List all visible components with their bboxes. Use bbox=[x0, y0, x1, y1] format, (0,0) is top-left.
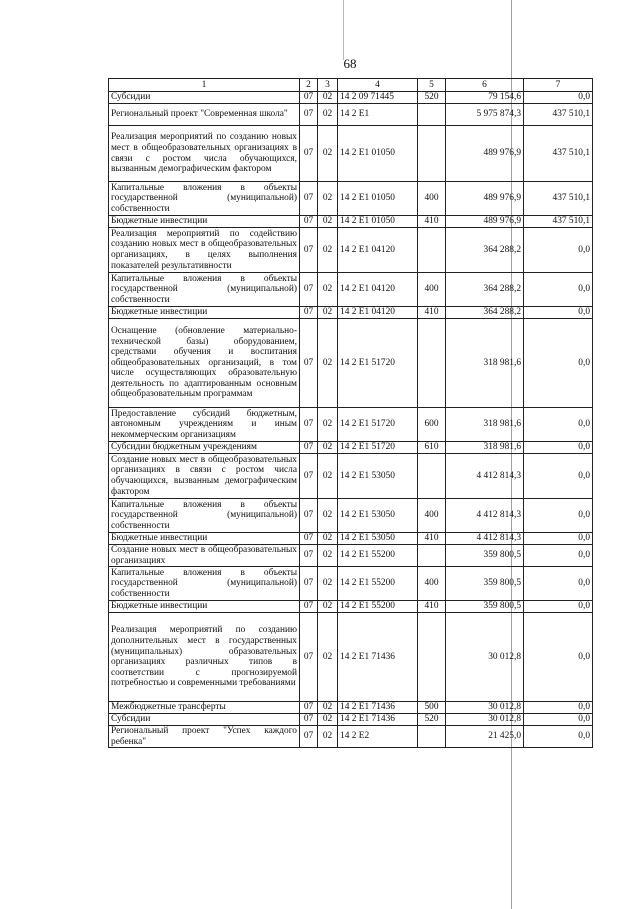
row-amount-col6-cell: 4 412 814,3 bbox=[446, 499, 524, 533]
row-subsection-cell: 02 bbox=[318, 601, 338, 613]
row-subsection-cell: 02 bbox=[318, 499, 338, 533]
row-section-cell: 07 bbox=[300, 228, 318, 273]
row-name-cell: Реализация мероприятий по созданию дополнительных мест в государственных (муниципальных) образовательных организациях различных типов в соответствии с прогнозируемой потребностью и современными требованиями bbox=[109, 613, 300, 702]
row-amount-col6-cell: 79 154,6 bbox=[446, 92, 524, 104]
row-name-cell: Субсидии бюджетным учреждениям bbox=[109, 442, 300, 454]
table-row bbox=[109, 92, 593, 104]
row-target-code-cell: 14 2 E1 51720 bbox=[338, 319, 418, 408]
row-section-cell: 07 bbox=[300, 319, 318, 408]
row-expense-type-cell: 610 bbox=[418, 442, 446, 454]
row-amount-col7-cell: 0,0 bbox=[524, 567, 593, 601]
row-section-cell: 07 bbox=[300, 714, 318, 726]
row-amount-col6-cell: 30 012,8 bbox=[446, 714, 524, 726]
scan-fold-line-top bbox=[343, 0, 344, 60]
row-amount-col7-cell: 0,0 bbox=[524, 92, 593, 104]
row-section-cell: 07 bbox=[300, 126, 318, 182]
row-amount-col6-cell: 4 412 814,3 bbox=[446, 454, 524, 499]
row-name-cell: Межбюджетные трансферты bbox=[109, 702, 300, 714]
row-section-cell: 07 bbox=[300, 545, 318, 567]
row-subsection-cell: 02 bbox=[318, 545, 338, 567]
row-name-cell: Региональный проект "Успех каждого ребенка" bbox=[109, 726, 300, 748]
row-expense-type-cell: 600 bbox=[418, 408, 446, 442]
row-amount-col7-cell: 0,0 bbox=[524, 307, 593, 319]
row-name-cell: Капитальные вложения в объекты государственной (муниципальной) собственности bbox=[109, 273, 300, 307]
row-target-code-cell: 14 2 E1 01050 bbox=[338, 216, 418, 228]
row-target-code-cell: 14 2 E1 04120 bbox=[338, 273, 418, 307]
row-amount-col6-cell: 489 976,9 bbox=[446, 216, 524, 228]
row-section-cell: 07 bbox=[300, 273, 318, 307]
row-target-code-cell: 14 2 E1 71436 bbox=[338, 613, 418, 702]
row-target-code-cell: 14 2 E1 53050 bbox=[338, 499, 418, 533]
row-subsection-cell: 02 bbox=[318, 307, 338, 319]
row-expense-type-cell bbox=[418, 126, 446, 182]
row-subsection-cell: 02 bbox=[318, 567, 338, 601]
row-amount-col6-cell: 359 800,5 bbox=[446, 601, 524, 613]
row-target-code-cell: 14 2 E1 71436 bbox=[338, 702, 418, 714]
row-name-cell: Бюджетные инвестиции bbox=[109, 307, 300, 319]
row-expense-type-cell: 400 bbox=[418, 567, 446, 601]
row-target-code-cell: 14 2 E1 04120 bbox=[338, 228, 418, 273]
row-amount-col6-cell: 21 425,0 bbox=[446, 726, 524, 748]
row-subsection-cell: 02 bbox=[318, 533, 338, 545]
row-amount-col7-cell: 437 510,1 bbox=[524, 104, 593, 126]
row-section-cell: 07 bbox=[300, 408, 318, 442]
row-expense-type-cell: 400 bbox=[418, 499, 446, 533]
row-section-cell: 07 bbox=[300, 182, 318, 216]
row-name-cell: Бюджетные инвестиции bbox=[109, 601, 300, 613]
row-amount-col7-cell: 0,0 bbox=[524, 454, 593, 499]
row-name-cell: Предоставление субсидий бюджетным, автономным учреждениям и иным некоммерческим организациям bbox=[109, 408, 300, 442]
row-subsection-cell: 02 bbox=[318, 408, 338, 442]
row-amount-col6-cell: 489 976,9 bbox=[446, 182, 524, 216]
header-cell: 4 bbox=[338, 79, 418, 92]
row-section-cell: 07 bbox=[300, 92, 318, 104]
row-name-cell: Капитальные вложения в объекты государственной (муниципальной) собственности bbox=[109, 499, 300, 533]
table-row bbox=[109, 567, 593, 601]
table-row bbox=[109, 454, 593, 499]
table-row bbox=[109, 613, 593, 702]
row-expense-type-cell: 410 bbox=[418, 601, 446, 613]
row-name-cell: Реализация мероприятий по созданию новых мест в общеобразовательных организациях в связи с ростом числа обучающихся, вызванным демографическим фактором bbox=[109, 126, 300, 182]
row-expense-type-cell bbox=[418, 613, 446, 702]
row-amount-col7-cell: 0,0 bbox=[524, 499, 593, 533]
row-amount-col6-cell: 359 800,5 bbox=[446, 545, 524, 567]
row-amount-col6-cell: 5 975 874,3 bbox=[446, 104, 524, 126]
row-target-code-cell: 14 2 E1 55200 bbox=[338, 601, 418, 613]
row-section-cell: 07 bbox=[300, 702, 318, 714]
row-target-code-cell: 14 2 E1 55200 bbox=[338, 545, 418, 567]
row-name-cell: Бюджетные инвестиции bbox=[109, 533, 300, 545]
row-section-cell: 07 bbox=[300, 442, 318, 454]
table-row bbox=[109, 273, 593, 307]
row-amount-col7-cell: 0,0 bbox=[524, 319, 593, 408]
row-subsection-cell: 02 bbox=[318, 216, 338, 228]
row-amount-col6-cell: 4 412 814,3 bbox=[446, 533, 524, 545]
row-subsection-cell: 02 bbox=[318, 104, 338, 126]
row-name-cell: Капитальные вложения в объекты государственной (муниципальной) собственности bbox=[109, 567, 300, 601]
row-section-cell: 07 bbox=[300, 533, 318, 545]
table-row bbox=[109, 533, 593, 545]
row-section-cell: 07 bbox=[300, 216, 318, 228]
row-amount-col7-cell: 437 510,1 bbox=[524, 216, 593, 228]
row-amount-col7-cell: 0,0 bbox=[524, 442, 593, 454]
header-cell: 5 bbox=[418, 79, 446, 92]
row-name-cell: Субсидии bbox=[109, 714, 300, 726]
row-amount-col6-cell: 30 012,8 bbox=[446, 613, 524, 702]
table-row bbox=[109, 408, 593, 442]
row-section-cell: 07 bbox=[300, 726, 318, 748]
row-expense-type-cell: 520 bbox=[418, 714, 446, 726]
header-cell: 2 bbox=[300, 79, 318, 92]
row-section-cell: 07 bbox=[300, 454, 318, 499]
row-amount-col6-cell: 364 288,2 bbox=[446, 307, 524, 319]
table-row bbox=[109, 319, 593, 408]
header-cell: 6 bbox=[446, 79, 524, 92]
row-subsection-cell: 02 bbox=[318, 454, 338, 499]
row-amount-col6-cell: 30 012,8 bbox=[446, 702, 524, 714]
row-amount-col7-cell: 0,0 bbox=[524, 408, 593, 442]
row-subsection-cell: 02 bbox=[318, 319, 338, 408]
row-subsection-cell: 02 bbox=[318, 714, 338, 726]
row-amount-col7-cell: 0,0 bbox=[524, 726, 593, 748]
row-target-code-cell: 14 2 E1 04120 bbox=[338, 307, 418, 319]
row-amount-col7-cell: 0,0 bbox=[524, 613, 593, 702]
row-expense-type-cell: 500 bbox=[418, 702, 446, 714]
table-row bbox=[109, 126, 593, 182]
row-amount-col7-cell: 0,0 bbox=[524, 273, 593, 307]
row-section-cell: 07 bbox=[300, 499, 318, 533]
table-row bbox=[109, 307, 593, 319]
row-subsection-cell: 02 bbox=[318, 182, 338, 216]
row-expense-type-cell: 400 bbox=[418, 273, 446, 307]
row-section-cell: 07 bbox=[300, 567, 318, 601]
row-subsection-cell: 02 bbox=[318, 273, 338, 307]
row-target-code-cell: 14 2 E1 53050 bbox=[338, 533, 418, 545]
table-row bbox=[109, 714, 593, 726]
row-target-code-cell: 14 2 E1 55200 bbox=[338, 567, 418, 601]
row-name-cell: Создание новых мест в общеобразовательных организациях bbox=[109, 545, 300, 567]
row-amount-col6-cell: 318 981,6 bbox=[446, 442, 524, 454]
row-expense-type-cell: 520 bbox=[418, 92, 446, 104]
row-expense-type-cell bbox=[418, 104, 446, 126]
row-amount-col7-cell: 0,0 bbox=[524, 702, 593, 714]
header-cell: 1 bbox=[109, 79, 300, 92]
row-expense-type-cell bbox=[418, 726, 446, 748]
budget-table bbox=[108, 78, 593, 748]
row-subsection-cell: 02 bbox=[318, 126, 338, 182]
row-target-code-cell: 14 2 09 71445 bbox=[338, 92, 418, 104]
row-target-code-cell: 14 2 E1 51720 bbox=[338, 408, 418, 442]
row-amount-col6-cell: 489 976,9 bbox=[446, 126, 524, 182]
row-amount-col6-cell: 318 981,6 bbox=[446, 319, 524, 408]
row-amount-col7-cell: 0,0 bbox=[524, 714, 593, 726]
row-amount-col7-cell: 437 510,1 bbox=[524, 126, 593, 182]
page-number: 68 bbox=[343, 56, 357, 71]
row-name-cell: Региональный проект "Современная школа" bbox=[109, 104, 300, 126]
row-expense-type-cell: 410 bbox=[418, 216, 446, 228]
table-row bbox=[109, 104, 593, 126]
row-name-cell: Капитальные вложения в объекты государственной (муниципальной) собственности bbox=[109, 182, 300, 216]
row-expense-type-cell bbox=[418, 545, 446, 567]
header-cell: 7 bbox=[524, 79, 593, 92]
row-amount-col6-cell: 364 288,2 bbox=[446, 228, 524, 273]
row-section-cell: 07 bbox=[300, 601, 318, 613]
table-row bbox=[109, 702, 593, 714]
row-name-cell: Бюджетные инвестиции bbox=[109, 216, 300, 228]
table-row bbox=[109, 726, 593, 748]
row-amount-col6-cell: 359 800,5 bbox=[446, 567, 524, 601]
row-expense-type-cell bbox=[418, 228, 446, 273]
row-target-code-cell: 14 2 E1 53050 bbox=[338, 454, 418, 499]
row-name-cell: Создание новых мест в общеобразовательных организациях в связи с ростом числа обучающихся, вызванным демографическим фактором bbox=[109, 454, 300, 499]
row-expense-type-cell bbox=[418, 454, 446, 499]
row-target-code-cell: 14 2 E1 71436 bbox=[338, 714, 418, 726]
row-section-cell: 07 bbox=[300, 104, 318, 126]
row-subsection-cell: 02 bbox=[318, 613, 338, 702]
row-amount-col7-cell: 0,0 bbox=[524, 533, 593, 545]
row-amount-col6-cell: 364 288,2 bbox=[446, 273, 524, 307]
row-section-cell: 07 bbox=[300, 613, 318, 702]
row-name-cell: Субсидии bbox=[109, 92, 300, 104]
row-target-code-cell: 14 2 E1 51720 bbox=[338, 442, 418, 454]
header-cell: 3 bbox=[318, 79, 338, 92]
row-subsection-cell: 02 bbox=[318, 702, 338, 714]
table-row bbox=[109, 182, 593, 216]
row-target-code-cell: 14 2 E2 bbox=[338, 726, 418, 748]
row-expense-type-cell: 410 bbox=[418, 307, 446, 319]
table-row bbox=[109, 228, 593, 273]
table-row bbox=[109, 601, 593, 613]
row-amount-col7-cell: 0,0 bbox=[524, 545, 593, 567]
row-section-cell: 07 bbox=[300, 307, 318, 319]
row-subsection-cell: 02 bbox=[318, 726, 338, 748]
row-amount-col7-cell: 0,0 bbox=[524, 228, 593, 273]
row-expense-type-cell: 410 bbox=[418, 533, 446, 545]
row-name-cell: Оснащение (обновление материально-технической базы) оборудованием, средствами обучения и воспитания общеобразовательных организаций, в том числе осуществляющих образовательную деятельность по адаптированным основным общеобразовательным программам bbox=[109, 319, 300, 408]
table-header-row bbox=[109, 79, 593, 92]
row-expense-type-cell: 400 bbox=[418, 182, 446, 216]
row-name-cell: Реализация мероприятий по содействию созданию новых мест в общеобразовательных организациях, в целях выполнения показателей результативности bbox=[109, 228, 300, 273]
row-target-code-cell: 14 2 E1 01050 bbox=[338, 182, 418, 216]
row-expense-type-cell bbox=[418, 319, 446, 408]
table-row bbox=[109, 545, 593, 567]
table-row bbox=[109, 499, 593, 533]
row-amount-col7-cell: 437 510,1 bbox=[524, 182, 593, 216]
table-row bbox=[109, 442, 593, 454]
row-amount-col6-cell: 318 981,6 bbox=[446, 408, 524, 442]
row-subsection-cell: 02 bbox=[318, 228, 338, 273]
table-row bbox=[109, 216, 593, 228]
row-target-code-cell: 14 2 E1 01050 bbox=[338, 126, 418, 182]
row-target-code-cell: 14 2 E1 bbox=[338, 104, 418, 126]
table-body bbox=[109, 92, 593, 748]
row-subsection-cell: 02 bbox=[318, 442, 338, 454]
row-subsection-cell: 02 bbox=[318, 92, 338, 104]
row-amount-col7-cell: 0,0 bbox=[524, 601, 593, 613]
